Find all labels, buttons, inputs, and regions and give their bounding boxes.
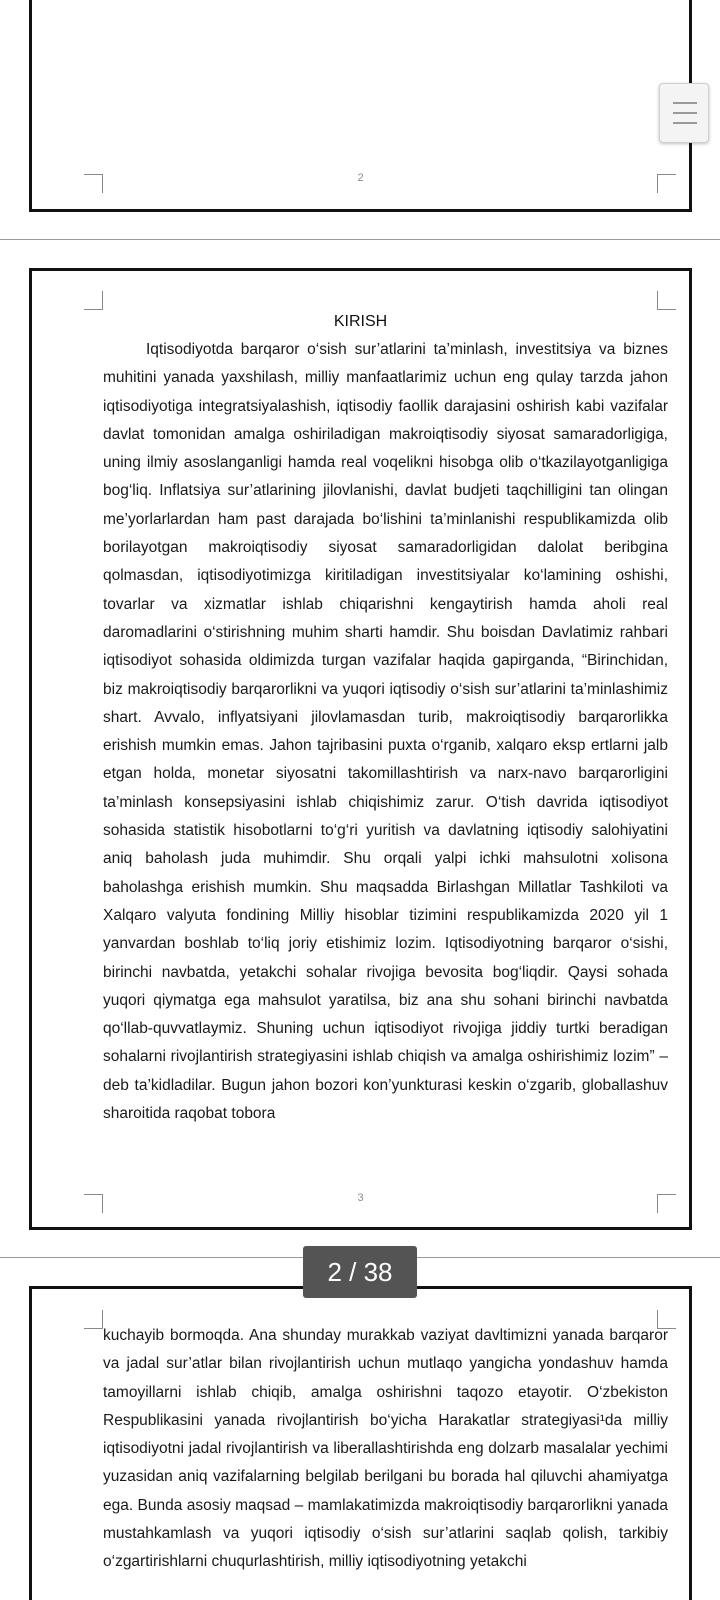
hamburger-menu-icon[interactable]: [659, 83, 709, 143]
page-number: 3: [357, 1192, 364, 1204]
document-page-4: [29, 1286, 692, 1600]
menu-bar-line: [673, 112, 697, 114]
menu-bar-line: [673, 122, 697, 124]
page-corner-mark: [657, 291, 676, 310]
page-corner-mark: [84, 291, 103, 310]
section-heading: KIRISH: [333, 313, 388, 330]
menu-bar-line: [673, 102, 697, 104]
page-body-text: Iqtisodiyotda barqaror o‘sish sur’atlarini ta’minlash, investitsiya va biznes muhitini yanada yaxshilash, milliy manfaatlarimiz uchun eng qulay tarzda jahon iqtisodiyotiga integratsiyalashish, iqtisodiy faollik darajasini oshirish kabi vazifalar davlat tomonidan amalga oshiriladigan makroiqtisodiy siyosat samaradorligiga, uning ilmiy asoslanganligi hamda real voqelikni hisobga olib o‘tkazilayotganligiga bog‘liq. Inflatsiya sur’atlarining jilovlanishi, davlat budjeti taqchilligini tan olingan me’yorlarlardan ham past darajada bo‘lishini ta’minlanishi respublikamizda olib borilayotgan makroiqtisodiy siyosat samaradorligidan dalolat beribgina qolmasdan, iqtisodiyotimizga kiritiladigan investitsiyalar ko‘lamining oshishi, tovarlar va xizmatlar ishlab chiqarishni kengaytirish hamda aholi real daromadlarini o‘stirishning muhim sharti hamdir. Shu boisdan Davlatimiz rahbari iqtisodiyot sohasida oldimizda turgan vazifalar haqida gapirganda, “Birinchidan, biz makroiqtisodiy barqarorlikni va yuqori iqtisodiy o‘sish sur’atlarini ta’minlashimiz shart. Avvalo, inflyatsiyani jilovlamasdan turib, makroiqtisodiy barqarorlikka erishish mumkin emas. Jahon tajribasini puxta o‘rganib, xalqaro eksp ertlarni jalb etgan holda, monetar siyosatni takomillashtirish va narx-navo barqarorligini ta’minlash konsepsiyasini ishlab chiqishimiz zarur. O‘tish davrida iqtisodiyot sohasida statistik hisobotlarni to‘g‘ri yuritish va davlatning iqtisodiy salohiyatini aniq baholash juda muhimdir. Shu orqali yalpi ichki mahsulotni xolisona baholashga erishish mumkin. Shu maqsadda Birlashgan Millatlar Tashkiloti va Xalqaro valyuta fondining Milliy hisoblar tizimini respublikamizda 2020 yil 1 yanvardan boshlab to‘liq joriy etishimiz lozim. Iqtisodiyotning barqaror o‘sishi, birinchi navbatda, yetakchi sohalar rivojiga bevosita bog‘liqdir. Qaysi sohada yuqori qiymatga ega mahsulot yaratilsa, biz ana shu sohani birinchi navbatda qo‘llab-quvvatlaymiz. Shuning uchun iqtisodiyot rivojiga jiddiy turtki beradigan sohalarni rivojlantirish strategiyasini ishlab chiqish va amalga oshirishimiz lozim” – deb ta’kidladilar. Bugun jahon bozori kon’yunkturasi keskin o‘zgarib, globallashuv sharoitida raqobat tobora: [103, 341, 668, 1123]
page-corner-mark: [84, 1310, 103, 1329]
document-page-3: [29, 268, 692, 1230]
document-page-2: [29, 0, 692, 212]
page-number: 2: [357, 172, 364, 184]
page-body-text: kuchayib bormoqda. Ana shunday murakkab vaziyat davltimizni yanada barqaror va jadal sur’atlar bilan rivojlantirish uchun mutlaqo yangicha yondashuv hamda tamoyillarni ishlab chiqib, amalga oshirishni taqozo etayotir. O‘zbekiston Respublikasini yanada rivojlantirish bo‘yicha Harakatlar strategiyasi¹da milliy iqtisodiyotni jadal rivojlantirish va liberallashtirishda eng dolzarb masalalar yechimi yuzasidan aniq vazifalarning belgilab berilgani bu borada hal qiluvchi ahamiyatga ega. Bunda asosiy maqsad – mamlakatimizda makroiqtisodiy barqarorlikni yanada mustahkamlash va yuqori iqtisodiy o‘sish sur’atlarini saqlab qolish, tarkibiy o‘zgartirishlarni chuqurlashtirish, milliy iqtisodiyotning yetakchi: [103, 1327, 668, 1571]
page-indicator: 2 / 38: [303, 1246, 417, 1298]
page-separator: [0, 239, 720, 240]
